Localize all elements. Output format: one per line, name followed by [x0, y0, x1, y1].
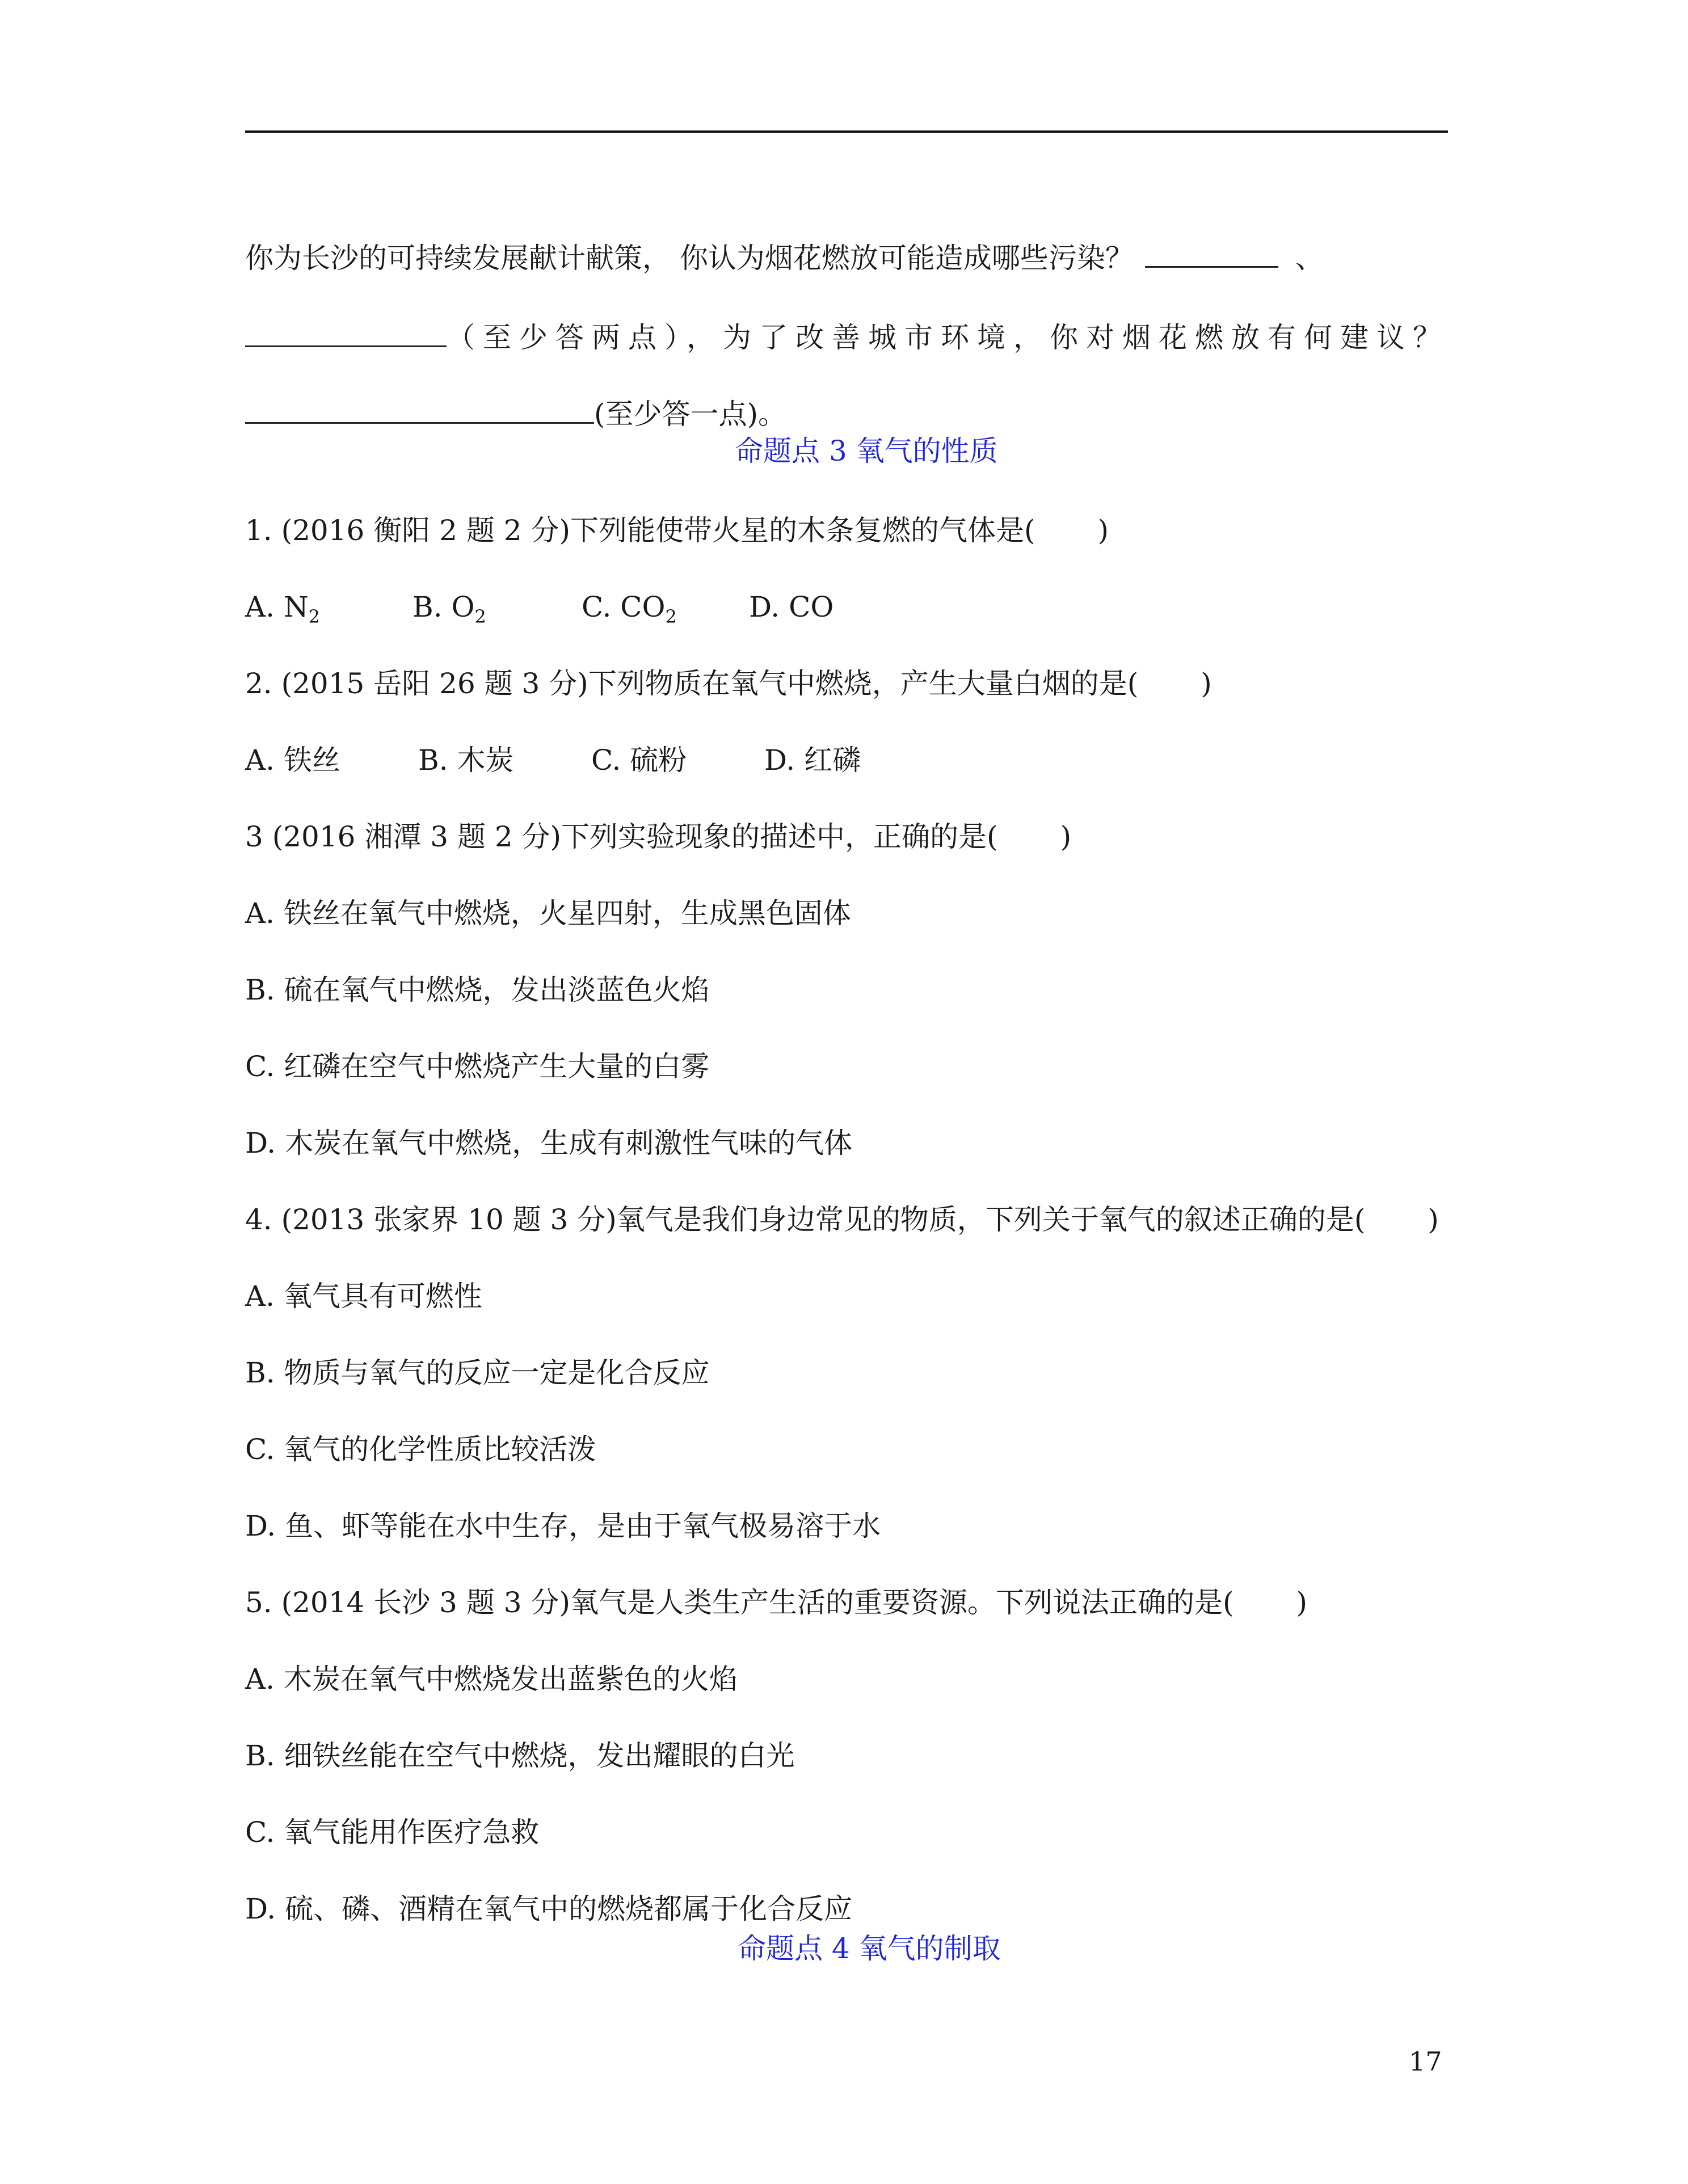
question-4-close: ) [1428, 1203, 1439, 1236]
q1-option-b[interactable]: B. $O_2$ [412, 591, 486, 627]
q4-option-d[interactable]: D. 鱼、虾等能在水中生存，是由于氧气极易溶于水 [245, 1510, 881, 1542]
intro-line-1 [245, 238, 1324, 278]
question-1 [245, 511, 1109, 550]
q5-option-b[interactable]: B. 细铁丝能在空气中燃烧，发出耀眼的白光 [245, 1739, 795, 1772]
q3-option-d[interactable]: D. 木炭在氧气中燃烧，生成有刺激性气味的气体 [245, 1127, 853, 1160]
q2-option-b[interactable]: B. 木炭 [418, 744, 514, 777]
intro-text-3: (至少答一点)。 [594, 398, 787, 431]
q4-option-c[interactable]: C. 氧气的化学性质比较活泼 [245, 1433, 596, 1466]
q2-option-c[interactable]: C. 硫粉 [591, 744, 687, 777]
question-5 [245, 1583, 1307, 1622]
question-2 [245, 664, 1212, 703]
q5-option-c[interactable]: C. 氧气能用作医疗急救 [245, 1816, 540, 1849]
answer-blank-2[interactable] [245, 318, 447, 347]
answer-blank-3[interactable] [245, 395, 594, 424]
question-2-stem: 2. (2015 岳阳 26 题 3 分)下列物质在氧气中燃烧，产生大量白烟的是( [245, 667, 1139, 700]
question-2-close: ) [1201, 667, 1212, 700]
question-2-options [245, 740, 861, 780]
question-4 [245, 1200, 1439, 1239]
section-heading-3: 命题点 3 氧气的性质 [735, 435, 998, 467]
intro-text-1: 你为长沙的可持续发展献计献策， 你认为烟花燃放可能造成哪些污染？ [245, 242, 1134, 275]
question-3-stem: 3 (2016 湘潭 3 题 2 分)下列实验现象的描述中，正确的是( [245, 820, 998, 853]
q1-option-c[interactable]: C. $CO_2$ [582, 591, 677, 627]
question-3-close: ) [1060, 820, 1072, 853]
question-1-stem: 1. (2016 衡阳 2 题 2 分)下列能使带火星的木条复燃的气体是( [245, 514, 1035, 547]
section-heading-4: 命题点 4 氧气的制取 [738, 1932, 1001, 1965]
question-3 [245, 817, 1071, 857]
q5-option-a[interactable]: A. 木炭在氧气中燃烧发出蓝紫色的火焰 [245, 1663, 738, 1696]
q3-option-b[interactable]: B. 硫在氧气中燃烧，发出淡蓝色火焰 [245, 973, 710, 1006]
q2-option-d[interactable]: D. 红磷 [764, 744, 861, 777]
q4-option-b[interactable]: B. 物质与氧气的反应一定是化合反应 [245, 1356, 710, 1389]
q3-option-a[interactable]: A. 铁丝在氧气中燃烧，火星四射，生成黑色固体 [245, 897, 851, 930]
answer-blank-1[interactable] [1145, 239, 1278, 268]
q1-option-d[interactable]: D. CO [749, 591, 834, 623]
question-1-options [245, 587, 834, 636]
q5-option-d[interactable]: D. 硫、磷、酒精在氧气中的燃烧都属于化合反应 [245, 1892, 853, 1925]
q1-option-a[interactable]: A. $N_2$ [245, 591, 321, 627]
q2-option-a[interactable]: A. 铁丝 [245, 744, 340, 777]
intro-line-3 [245, 394, 786, 434]
question-5-close: ) [1296, 1586, 1307, 1619]
intro-line-2 [245, 318, 1449, 357]
question-4-stem: 4. (2013 张家界 10 题 3 分)氧气是我们身边常见的物质，下列关于氧气的叙述正确的是( [245, 1203, 1366, 1236]
header-rule [245, 130, 1448, 133]
page-number: 17 [1409, 2046, 1442, 2077]
intro-text-2: （至少答两点），为了改善城市环境，你对烟花燃放有何建议？ [447, 321, 1449, 354]
q3-option-c[interactable]: C. 红磷在空气中燃烧产生大量的白雾 [245, 1050, 710, 1083]
q4-option-a[interactable]: A. 氧气具有可燃性 [245, 1280, 482, 1313]
question-5-stem: 5. (2014 长沙 3 题 3 分)氧气是人类生产生活的重要资源。下列说法正确的是( [245, 1586, 1234, 1619]
question-1-close: ) [1097, 514, 1109, 547]
intro-separator: 、 [1295, 242, 1324, 275]
